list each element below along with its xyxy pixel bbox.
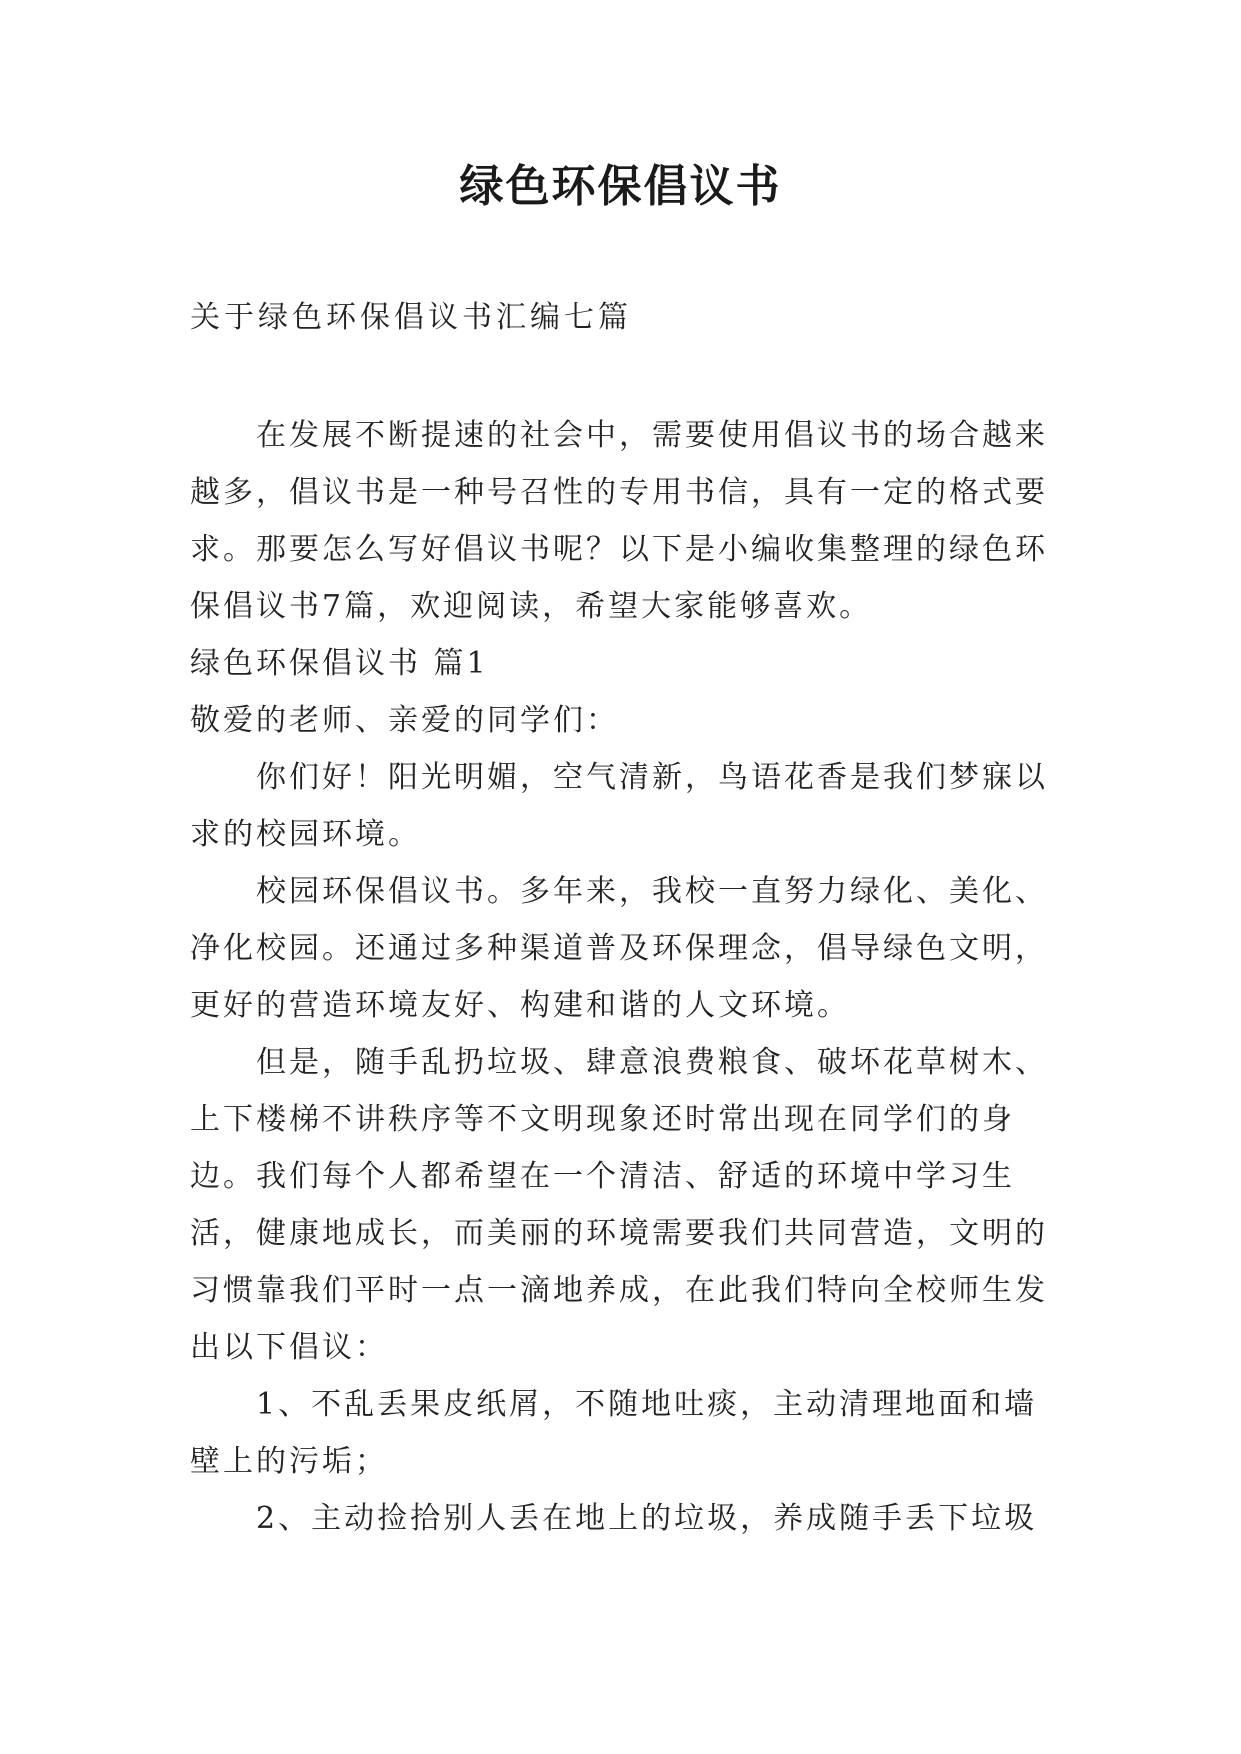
section-heading: 绿色环保倡议书 篇1 [190, 646, 489, 681]
document-title: 绿色环保倡议书 [459, 161, 782, 212]
list-item-1: 1、不乱丢果皮纸屑，不随地吐痰，主动清理地面和墙壁上的污垢； [190, 1387, 1038, 1479]
body-paragraph-1: 你们好！阳光明媚，空气清新，鸟语花香是我们梦寐以求的校园环境。 [190, 760, 1048, 852]
document-body [190, 407, 1052, 1547]
salutation: 敬爱的老师、亲爱的同学们： [190, 703, 619, 738]
document-subtitle: 关于绿色环保倡议书汇编七篇 [190, 300, 632, 335]
body-paragraph-2: 校园环保倡议书。多年来，我校一直努力绿化、美化、净化校园。还通过多种渠道普及环保理念，倡导绿色文明，更好的营造环境友好、构建和谐的人文环境。 [190, 874, 1048, 1023]
intro-paragraph: 在发展不断提速的社会中，需要使用倡议书的场合越来越多，倡议书是一种号召性的专用书信，具有一定的格式要求。那要怎么写好倡议书呢？以下是小编收集整理的绿色环保倡议书7篇，欢迎阅读，希望大家能够喜欢。 [190, 418, 1048, 624]
body-paragraph-3: 但是，随手乱扔垃圾、肆意浪费粮食、破坏花草树木、上下楼梯不讲秩序等不文明现象还时常出现在同学们的身边。我们每个人都希望在一个清洁、舒适的环境中学习生活，健康地成长，而美丽的环境需要我们共同营造，文明的习惯靠我们平时一点一滴地养成，在此我们特向全校师生发出以下倡议： [190, 1045, 1048, 1365]
list-item-2: 2、主动捡拾别人丢在地上的垃圾，养成随手丢下垃圾 [256, 1501, 1038, 1536]
